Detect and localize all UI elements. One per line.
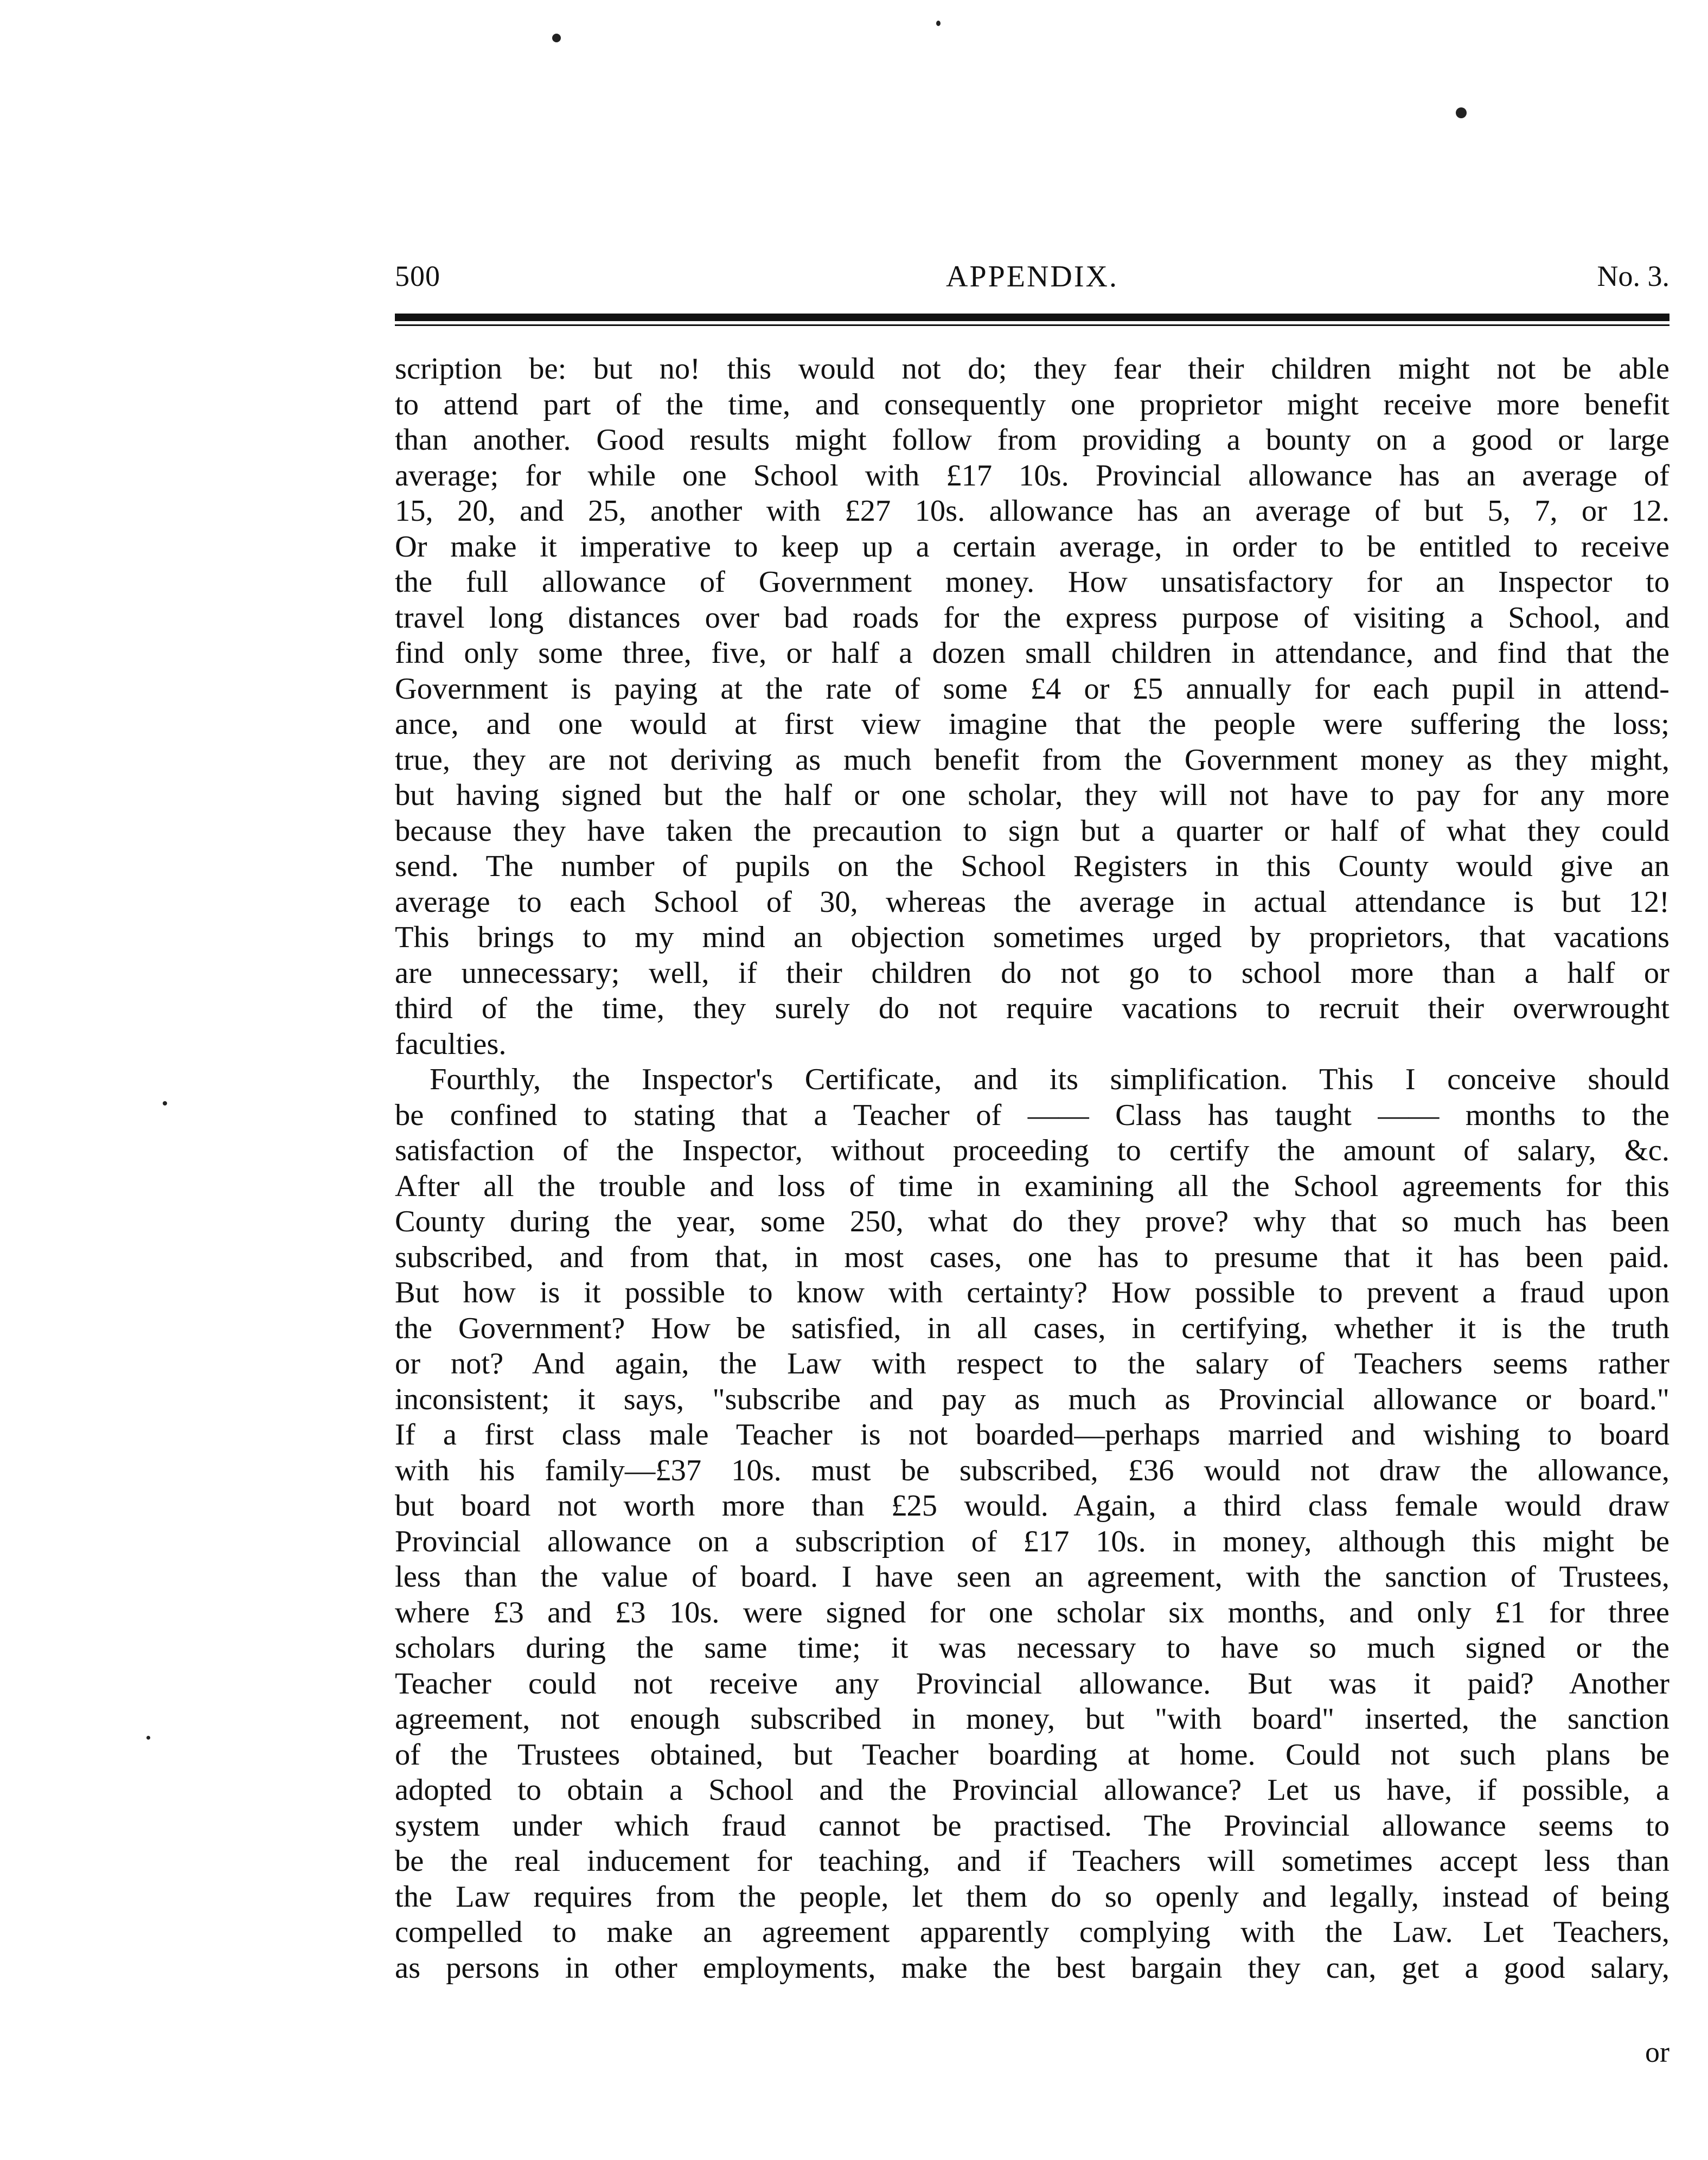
text-line: less than the value of board. I have seen an agreement, with the sanction of Trustees, <box>395 1560 1669 1594</box>
text-line: or not? And again, the Law with respect to the salary of Teachers seems rather <box>395 1347 1669 1381</box>
text-line: system under which fraud cannot be practised. The Provincial allowance seems to <box>395 1808 1669 1843</box>
text-line: average to each School of 30, whereas the average in actual attendance is but 12! <box>395 885 1669 919</box>
text-line: travel long distances over bad roads for the express purpose of visiting a School, and <box>395 600 1669 635</box>
text-line: third of the time, they surely do not require vacations to recruit their overwrought <box>395 992 1669 1025</box>
text-line: agreement, not enough subscribed in money, but "with board" inserted, the sanction <box>395 1702 1669 1736</box>
text-line: ance, and one would at first view imagine that the people were suffering the loss; <box>395 707 1669 741</box>
text-line: Provincial allowance on a subscription of £17 10s. in money, although this might be <box>395 1524 1669 1558</box>
ink-speck <box>146 1736 150 1740</box>
text-line: Teacher could not receive any Provincial allowance. But was it paid? Another <box>395 1666 1669 1701</box>
body-text <box>395 352 1669 1986</box>
text-line: than another. Good results might follow from providing a bounty on a good or large <box>395 423 1669 457</box>
text-line: After all the trouble and loss of time in examining all the School agreements for this <box>395 1169 1669 1203</box>
ink-speck <box>163 1101 167 1105</box>
text-line: be confined to stating that a Teacher of —— Class has taught —— months to the <box>395 1098 1669 1132</box>
text-line: where £3 and £3 10s. were signed for one scholar six months, and only £1 for three <box>395 1595 1669 1629</box>
text-line: But how is it possible to know with certainty? How possible to prevent a fraud upon <box>395 1276 1669 1309</box>
text-line: are unnecessary; well, if their children do not go to school more than a half or <box>395 956 1669 990</box>
text-line: This brings to my mind an objection sometimes urged by proprietors, that vacations <box>395 921 1669 954</box>
text-line: inconsistent; it says, "subscribe and pay as much as Provincial allowance or board." <box>395 1382 1669 1416</box>
page-number: 500 <box>395 260 440 292</box>
text-line: as persons in other employments, make the best bargain they can, get a good salary, <box>395 1951 1669 1985</box>
rule-thick <box>395 314 1669 321</box>
text-line: the full allowance of Government money. How unsatisfactory for an Inspector to <box>395 565 1669 599</box>
text-line: 15, 20, and 25, another with £27 10s. allowance has an average of but 5, 7, or 12. <box>395 494 1669 528</box>
text-line: scholars during the same time; it was necessary to have so much signed or the <box>395 1631 1669 1665</box>
paragraph-end-line: faculties. <box>395 1027 507 1061</box>
text-line: but having signed but the half or one scholar, they will not have to pay for any more <box>395 778 1669 812</box>
text-line: Government is paying at the rate of some £4 or £5 annually for each pupil in attend- <box>395 672 1669 706</box>
text-line: satisfaction of the Inspector, without proceeding to certify the amount of salary, &c. <box>395 1134 1669 1167</box>
running-head: APPENDIX. <box>946 260 1118 293</box>
text-line: If a first class male Teacher is not boarded—perhaps married and wishing to board <box>395 1418 1669 1452</box>
text-line: of the Trustees obtained, but Teacher boarding at home. Could not such plans be <box>395 1737 1669 1772</box>
text-line: Or make it imperative to keep up a certain average, in order to be entitled to receive <box>395 529 1669 564</box>
text-line: the Law requires from the people, let them do so openly and legally, instead of being <box>395 1880 1669 1914</box>
text-line: to attend part of the time, and consequently one proprietor might receive more benefit <box>395 387 1669 421</box>
text-line: because they have taken the precaution to sign but a quarter or half of what they could <box>395 814 1669 848</box>
text-line: average; for while one School with £17 10s. Provincial allowance has an average of <box>395 458 1669 493</box>
text-line: with his family—£37 10s. must be subscribed, £36 would not draw the allowance, <box>395 1453 1669 1487</box>
text-line: scription be: but no! this would not do; they fear their children might not be able <box>395 352 1669 386</box>
text-line: compelled to make an agreement apparently complying with the Law. Let Teachers, <box>395 1915 1669 1949</box>
text-line: find only some three, five, or half a dozen small children in attendance, and find that the <box>395 636 1669 670</box>
header-rule <box>395 314 1669 328</box>
text-line: true, they are not deriving as much benefit from the Government money as they might, <box>395 743 1669 777</box>
text-line: be the real inducement for teaching, and if Teachers will sometimes accept less than <box>395 1844 1669 1878</box>
paragraph-start-line: Fourthly, the Inspector's Certificate, and its simplification. This I conceive should <box>430 1063 1669 1096</box>
text-line: but board not worth more than £25 would. Again, a third class female would draw <box>395 1489 1669 1523</box>
page-header <box>395 259 1669 297</box>
catchword: or <box>1645 2036 1669 2068</box>
document-number: No. 3. <box>1597 260 1669 292</box>
rule-thin <box>395 324 1669 326</box>
text-line: County during the year, some 250, what do they prove? why that so much has been <box>395 1205 1669 1238</box>
text-line: the Government? How be satisfied, in all cases, in certifying, whether it is the truth <box>395 1311 1669 1345</box>
ink-speck <box>936 21 941 26</box>
text-line: send. The number of pupils on the School Registers in this County would give an <box>395 849 1669 883</box>
text-line: adopted to obtain a School and the Provincial allowance? Let us have, if possible, a <box>395 1773 1669 1807</box>
ink-speck <box>1456 107 1467 118</box>
text-line: subscribed, and from that, in most cases, one has to presume that it has been paid. <box>395 1240 1669 1274</box>
ink-speck <box>552 34 561 42</box>
